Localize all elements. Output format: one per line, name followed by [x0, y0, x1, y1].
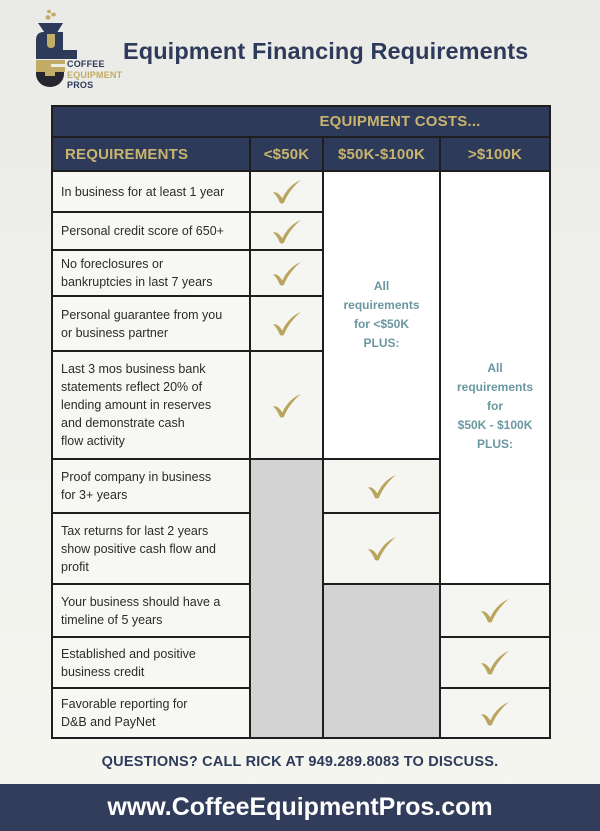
column-header-under-50k: <$50K	[250, 137, 323, 171]
checkmark-icon	[272, 261, 302, 286]
checkmark-icon	[272, 393, 302, 418]
checkmark-icon	[272, 219, 302, 244]
logo-text-equipment: EQUIPMENT	[67, 69, 123, 80]
check-cell	[250, 171, 323, 212]
check-cell	[440, 637, 550, 688]
table-row	[52, 171, 550, 212]
checkmark-icon	[480, 701, 510, 726]
check-cell	[323, 459, 440, 513]
column-header-over-100k: >$100K	[440, 137, 550, 171]
checkmark-icon	[272, 179, 302, 204]
checkmark-icon	[272, 311, 302, 336]
checkmark-icon	[480, 650, 510, 675]
column-header-requirements: REQUIREMENTS	[52, 137, 250, 171]
check-cell	[250, 296, 323, 351]
checkmark-icon	[480, 598, 510, 623]
checkmark-icon	[367, 536, 397, 561]
requirement-cell: Last 3 mos business bank statements reflect 20% of lending amount in reserves and demonstrate cash flow activity	[52, 351, 250, 459]
column-header-row	[52, 137, 550, 171]
requirement-cell: Personal guarantee from you or business partner	[52, 296, 250, 351]
check-cell	[440, 688, 550, 738]
footer-bar	[0, 784, 600, 831]
requirement-cell: Established and positive business credit	[52, 637, 250, 688]
call-to-action: QUESTIONS? CALL RICK AT 949.289.8083 TO DISCUSS.	[101, 754, 499, 770]
check-cell	[250, 250, 323, 296]
checkmark-icon	[367, 474, 397, 499]
not-applicable-cell	[250, 459, 323, 738]
requirement-cell: Personal credit score of 650+	[52, 212, 250, 250]
website-link[interactable]: www.CoffeeEquipmentPros.com	[107, 793, 493, 821]
requirement-cell: Your business should have a timeline of 5 years	[52, 584, 250, 637]
mid-tier-note: All requirements for <$50K PLUS:	[323, 171, 440, 459]
equipment-costs-header: EQUIPMENT COSTS...	[52, 106, 550, 137]
not-applicable-cell	[323, 584, 440, 738]
coffee-equipment-pros-logo	[34, 8, 124, 90]
logo-text-coffee: COFFEE	[67, 59, 105, 69]
check-cell	[250, 212, 323, 250]
logo-wordmark	[67, 59, 122, 91]
requirements-table	[51, 105, 551, 739]
logo-text-pros: PROS	[67, 80, 94, 90]
check-cell	[440, 584, 550, 637]
requirement-cell: Favorable reporting for D&B and PayNet	[52, 688, 250, 738]
check-cell	[323, 513, 440, 584]
requirement-cell: No foreclosures or bankruptcies in last 7 years	[52, 250, 250, 296]
check-cell	[250, 351, 323, 459]
column-header-50k-100k: $50K-$100K	[323, 137, 440, 171]
requirement-cell: In business for at least 1 year	[52, 171, 250, 212]
requirement-cell: Proof company in business for 3+ years	[52, 459, 250, 513]
requirement-cell: Tax returns for last 2 years show positive cash flow and profit	[52, 513, 250, 584]
page-title: Equipment Financing Requirements	[123, 38, 529, 64]
group-header-row	[52, 106, 550, 137]
top-tier-note: All requirements for $50K - $100K PLUS:	[440, 171, 550, 584]
